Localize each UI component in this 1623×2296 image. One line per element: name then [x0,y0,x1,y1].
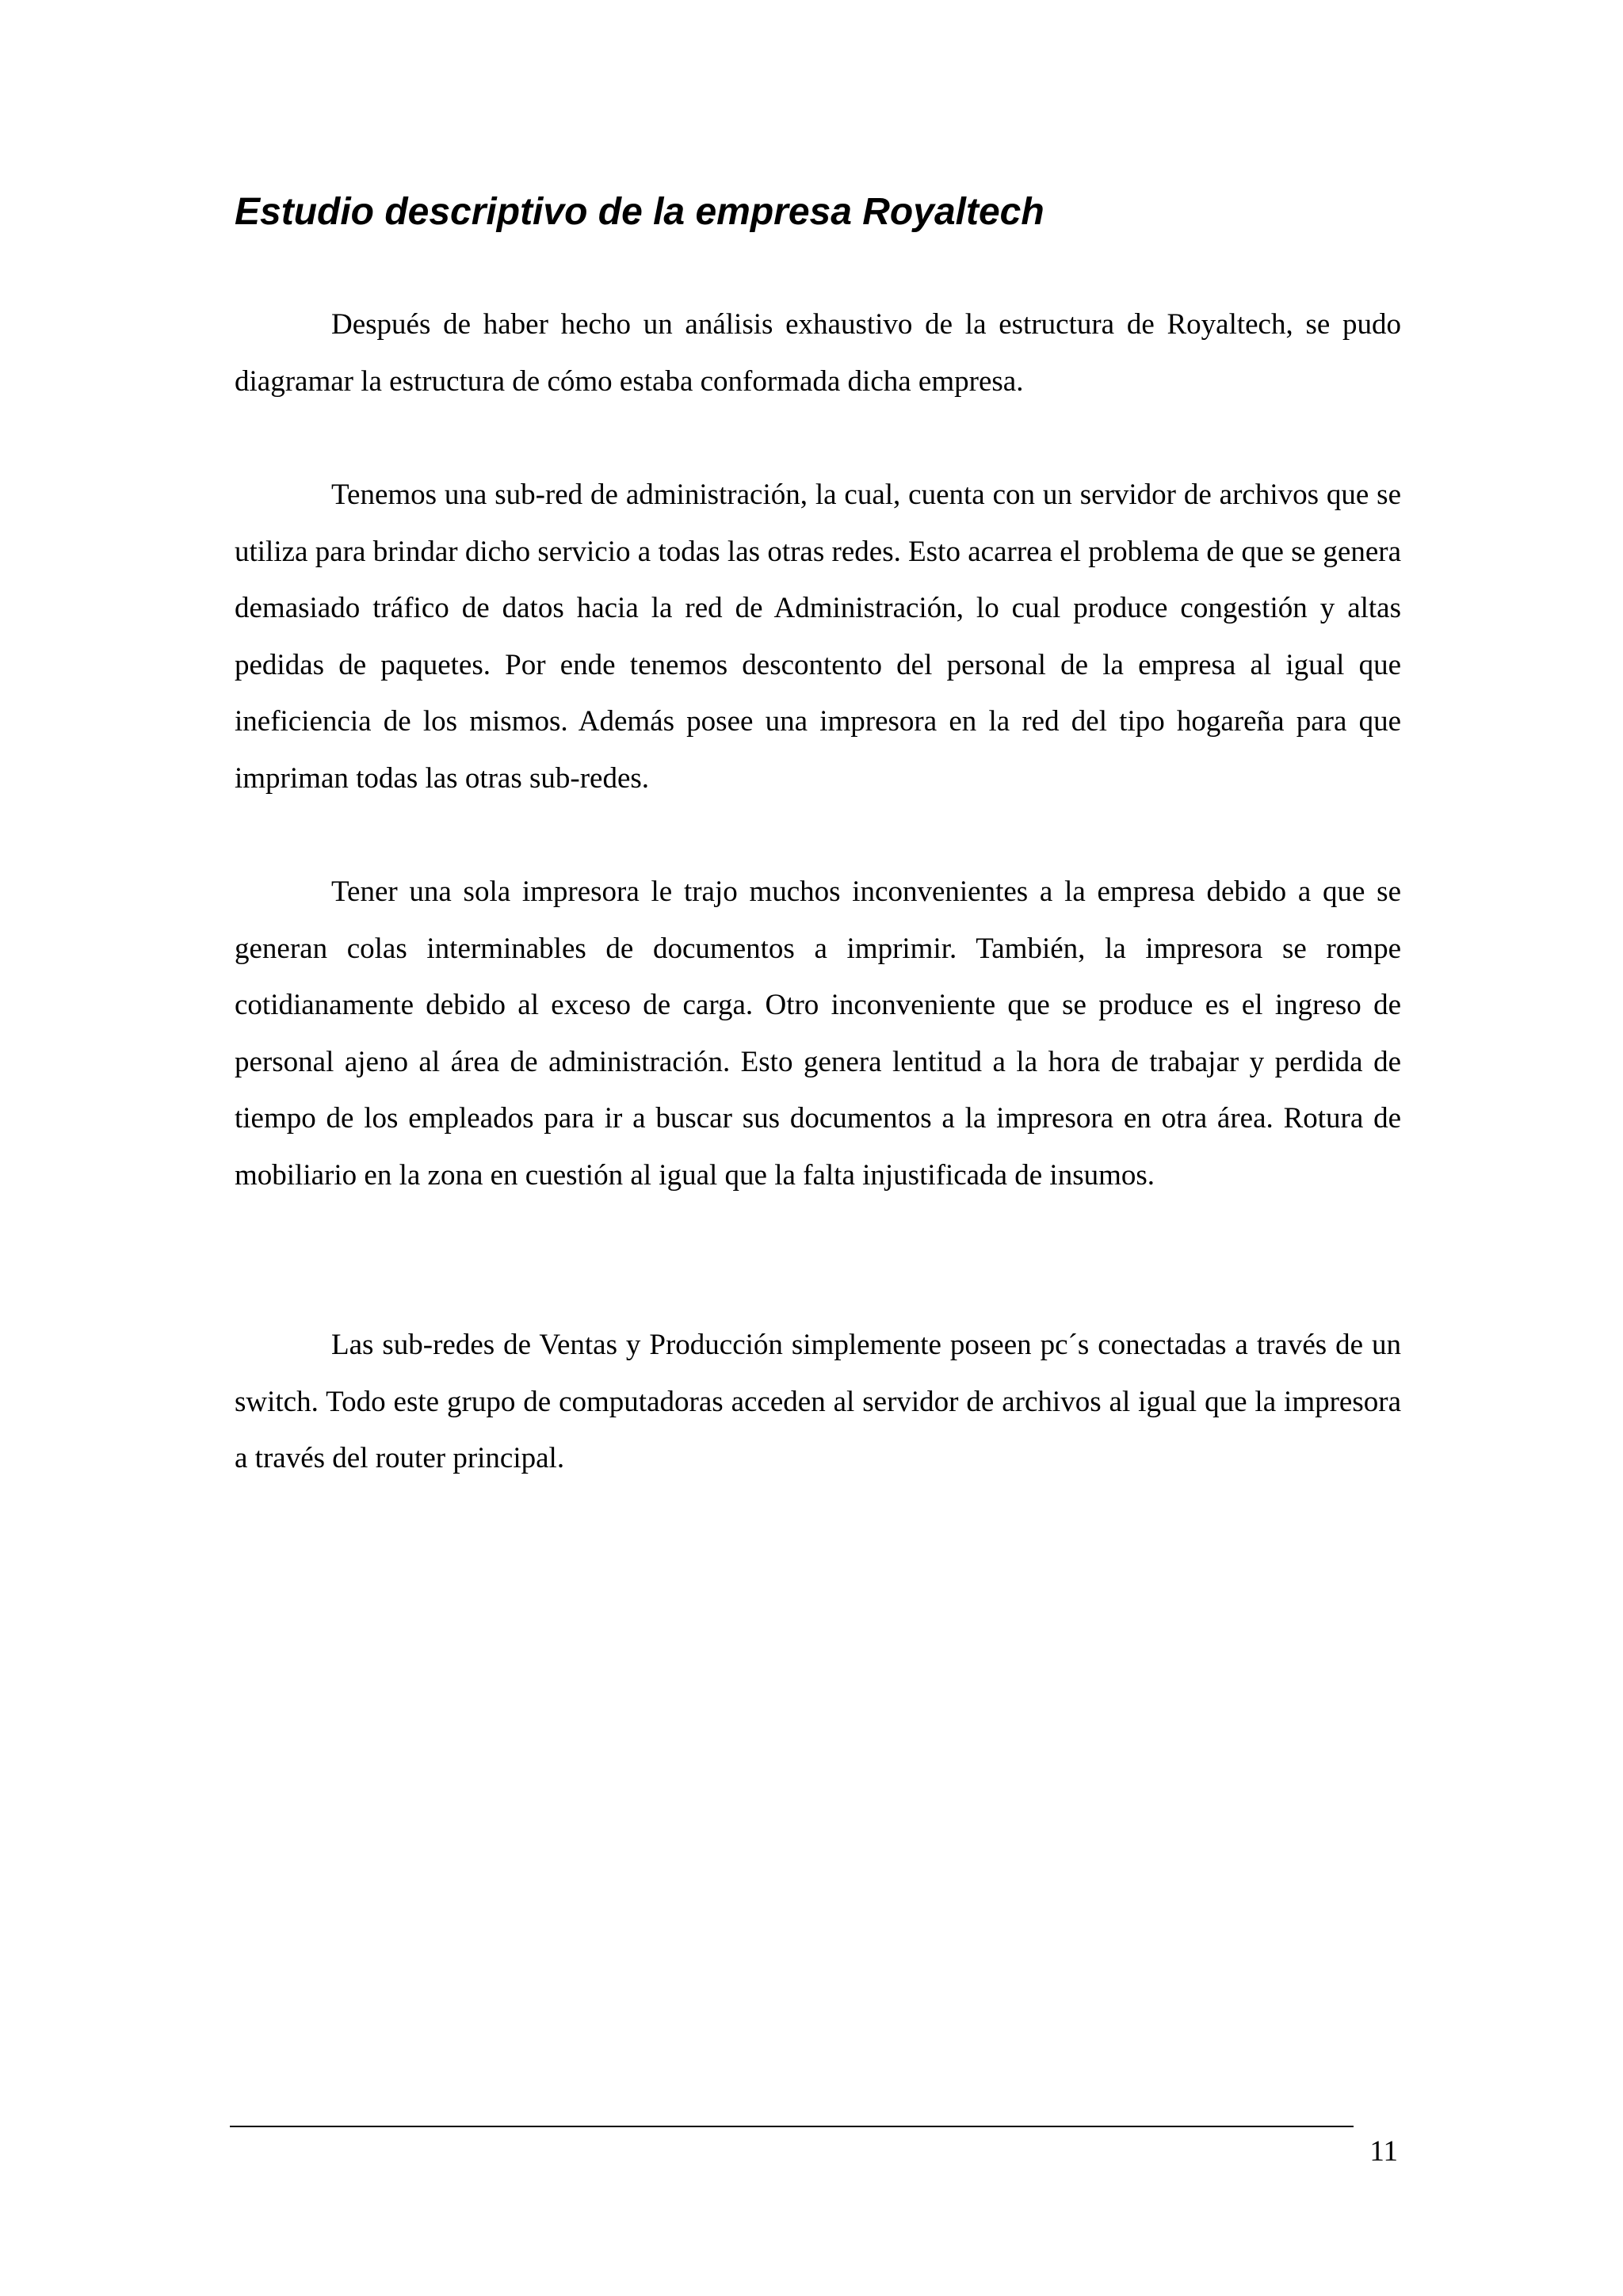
footer-divider [230,2126,1354,2127]
body-paragraph-2: Tenemos una sub-red de administración, la cual, cuenta con un servidor de archivos que se utiliza para brindar dicho servicio a todas las otras redes. Esto acarrea el problema de que se genera demasiado tráfico de datos hacia la red de Administración, lo cual produce congestión y altas pedidas de paquetes. Por ende tenemos descontento del personal de la empresa al igual que ineficiencia de los mismos. Además posee una impresora en la red del tipo hogareña para que impriman todas las otras sub-redes. [235,479,1401,795]
section-title: Estudio descriptivo de la empresa Royaltech [235,191,1044,233]
body-paragraph-4: Las sub-redes de Ventas y Producción simplemente poseen pc´s conectadas a través de un switch. Todo este grupo de computadoras acceden al servidor de archivos al igual que la impresora a través del router principal. [235,1329,1401,1474]
body-paragraph-3: Tener una sola impresora le trajo muchos inconvenientes a la empresa debido a que se generan colas interminables de documentos a imprimir. También, la impresora se rompe cotidianamente debido al exceso de carga. Otro inconveniente que se produce es el ingreso de personal ajeno al área de administración. Esto genera lentitud a la hora de trabajar y perdida de tiempo de los empleados para ir a buscar sus documentos a la impresora en otra área. Rotura de mobiliario en la zona en cuestión al igual que la falta injustificada de insumos. [235,875,1401,1192]
page-number: 11 [1369,2135,1398,2168]
body-paragraph-1: Después de haber hecho un análisis exhaustivo de la estructura de Royaltech, se pudo diagramar la estructura de cómo estaba conformada dicha empresa. [235,308,1401,398]
